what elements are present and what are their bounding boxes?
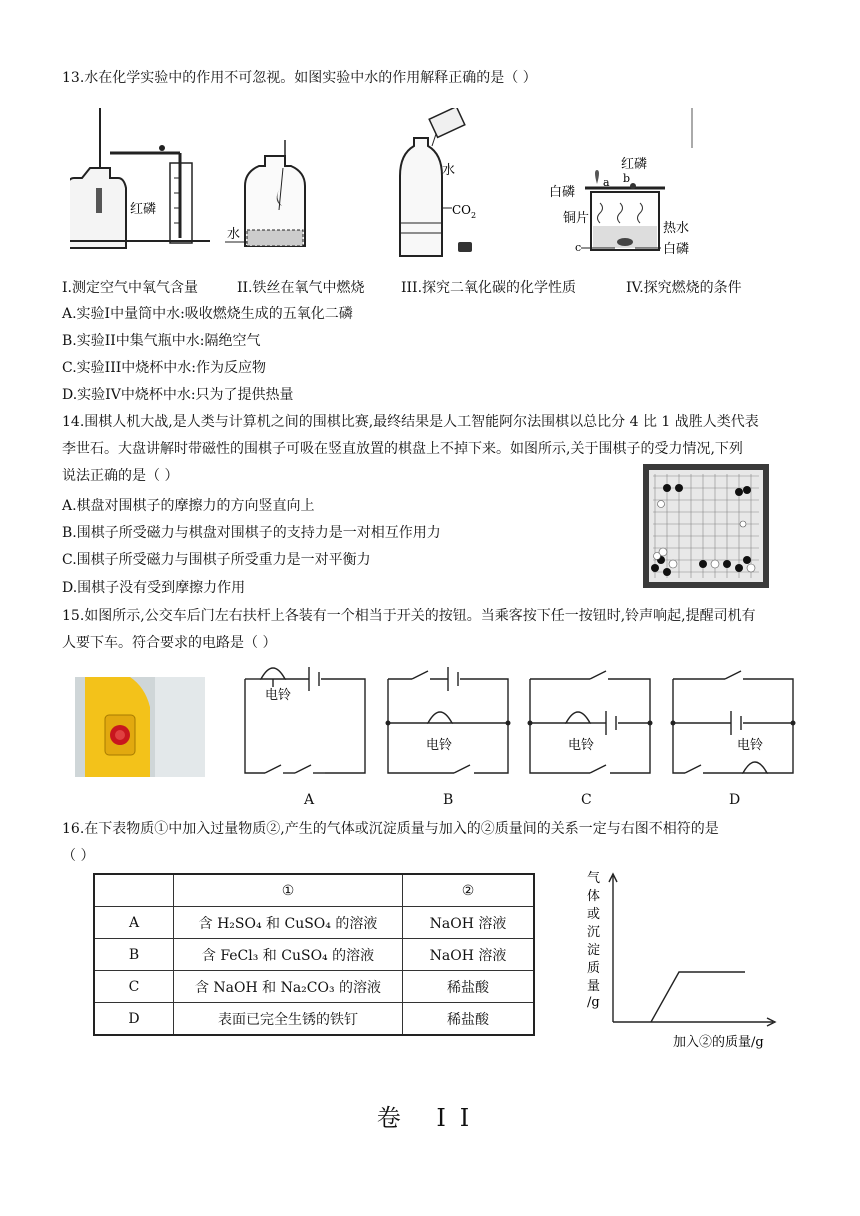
table-cell: 含 H₂SO₄ 和 CuSO₄ 的溶液 bbox=[174, 907, 403, 939]
graph-ylabel-char: 气 bbox=[587, 871, 601, 886]
table-cell: 含 NaOH 和 Na₂CO₃ 的溶液 bbox=[174, 971, 403, 1003]
graph-ylabel-char: 沉 bbox=[587, 925, 601, 940]
caption-2: II.铁丝在氧气中燃烧 bbox=[237, 280, 365, 296]
q16-graph bbox=[585, 866, 785, 1052]
caption-3: III.探究二氧化碳的化学性质 bbox=[401, 280, 577, 296]
table-header-cell: ② bbox=[403, 874, 535, 907]
q14-option-b: B.围棋子所受磁力与棋盘对围棋子的支持力是一对相互作用力 bbox=[62, 525, 441, 541]
circuit-label-b: B bbox=[443, 792, 454, 808]
table-row bbox=[94, 971, 534, 1003]
fig4-a-label: a bbox=[603, 176, 610, 189]
go-board-image bbox=[643, 464, 769, 588]
graph-ylabel-char: 淀 bbox=[587, 943, 601, 958]
fig-combustion-conditions bbox=[545, 108, 715, 258]
q13-option-c: C.实验III中烧杯中水:作为反应物 bbox=[62, 360, 266, 376]
table-cell: 稀盐酸 bbox=[403, 1003, 535, 1036]
section-title: 卷 II bbox=[376, 1104, 484, 1132]
circuit-d bbox=[669, 657, 799, 779]
table-cell: 表面已完全生锈的铁钉 bbox=[174, 1003, 403, 1036]
fig2-water-label: 水 bbox=[227, 227, 241, 242]
table-cell: B bbox=[94, 939, 174, 971]
table-row bbox=[94, 907, 534, 939]
q14-stem-1: 14.围棋人机大战,是人类与计算机之间的围棋比赛,最终结果是人工智能阿尔法围棋以总比分 4 比 1 战胜人类代表 bbox=[62, 414, 759, 430]
table-cell: 稀盐酸 bbox=[403, 971, 535, 1003]
q14-option-c: C.围棋子所受磁力与围棋子所受重力是一对平衡力 bbox=[62, 552, 371, 568]
bus-button-photo bbox=[75, 677, 205, 777]
graph-xlabel: 加入②的质量/g bbox=[673, 1035, 764, 1050]
table-header-cell bbox=[94, 874, 174, 907]
fig-iron-wire-burning bbox=[225, 138, 315, 258]
fig4-white-phosphorus-bottom-label: 白磷 bbox=[663, 242, 690, 257]
circuit-label-a: A bbox=[304, 792, 315, 808]
fig-co2-bottle bbox=[392, 108, 492, 258]
q13-option-a: A.实验I中量筒中水:吸收燃烧生成的五氧化二磷 bbox=[62, 306, 353, 322]
fig3-co2-label: $CO_2$ bbox=[452, 203, 477, 220]
graph-ylabel-char: /g bbox=[587, 995, 600, 1010]
table-cell: NaOH 溶液 bbox=[403, 939, 535, 971]
caption-4: IV.探究燃烧的条件 bbox=[626, 280, 742, 296]
fig4-hot-water-label: 热水 bbox=[663, 221, 690, 236]
q13-stem: 13.水在化学实验中的作用不可忽视。如图实验中水的作用解释正确的是（ ） bbox=[62, 70, 537, 86]
table-row bbox=[94, 939, 534, 971]
table-row bbox=[94, 1003, 534, 1036]
fig-oxygen-content-apparatus bbox=[70, 108, 220, 258]
q13-option-d: D.实验IV中烧杯中水:只为了提供热量 bbox=[62, 387, 294, 403]
q14-stem-3: 说法正确的是（ ） bbox=[62, 468, 179, 484]
q14-option-d: D.围棋子没有受到摩擦力作用 bbox=[62, 580, 246, 596]
circuit-a bbox=[241, 657, 371, 779]
circuit-d-bell-label: 电铃 bbox=[737, 738, 764, 753]
fig1-red-phosphorus-label: 红磷 bbox=[130, 202, 157, 217]
table-cell: C bbox=[94, 971, 174, 1003]
table-cell: NaOH 溶液 bbox=[403, 907, 535, 939]
circuit-b-bell-label: 电铃 bbox=[426, 738, 453, 753]
circuit-label-c: C bbox=[581, 792, 592, 808]
fig4-b-label: b bbox=[623, 172, 631, 185]
q16-table bbox=[93, 873, 535, 1036]
circuit-c bbox=[526, 657, 656, 779]
graph-ylabel-char: 质 bbox=[587, 961, 601, 976]
graph-ylabel-char: 体 bbox=[587, 889, 601, 904]
q16-stem-2: （ ） bbox=[62, 848, 95, 864]
q15-stem-1: 15.如图所示,公交车后门左右扶杆上各装有一个相当于开关的按钮。当乘客按下任一按钮时,铃声响起,提醒司机有 bbox=[62, 608, 756, 624]
table-cell: 含 FeCl₃ 和 CuSO₄ 的溶液 bbox=[174, 939, 403, 971]
table-header-row bbox=[94, 874, 534, 907]
circuit-label-d: D bbox=[729, 792, 741, 808]
graph-ylabel-char: 量 bbox=[587, 979, 601, 994]
fig4-c-label: c bbox=[575, 241, 582, 254]
q15-stem-2: 人要下车。符合要求的电路是（ ） bbox=[62, 635, 277, 651]
fig3-water-label: 水 bbox=[442, 163, 456, 178]
graph-ylabel-char: 或 bbox=[587, 907, 601, 922]
fig4-red-phosphorus-label: 红磷 bbox=[621, 157, 648, 172]
table-cell: D bbox=[94, 1003, 174, 1036]
q14-option-a: A.棋盘对围棋子的摩擦力的方向竖直向上 bbox=[62, 498, 315, 514]
q13-option-b: B.实验II中集气瓶中水:隔绝空气 bbox=[62, 333, 261, 349]
q16-stem: 16.在下表物质①中加入过量物质②,产生的气体或沉淀质量与加入的②质量间的关系一定与右图不相符的是 bbox=[62, 821, 719, 837]
circuit-c-bell-label: 电铃 bbox=[568, 738, 595, 753]
table-header-cell: ① bbox=[174, 874, 403, 907]
circuit-a-bell-label: 电铃 bbox=[265, 688, 292, 703]
q14-stem-2: 李世石。大盘讲解时带磁性的围棋子可吸在竖直放置的棋盘上不掉下来。如图所示,关于围棋子的受力情况,下列 bbox=[62, 441, 743, 457]
circuit-b bbox=[384, 657, 514, 779]
fig4-white-phosphorus-top-label: 白磷 bbox=[549, 185, 576, 200]
table-cell: A bbox=[94, 907, 174, 939]
fig4-copper-label: 铜片 bbox=[563, 211, 590, 226]
caption-1: I.测定空气中氧气含量 bbox=[62, 280, 198, 296]
